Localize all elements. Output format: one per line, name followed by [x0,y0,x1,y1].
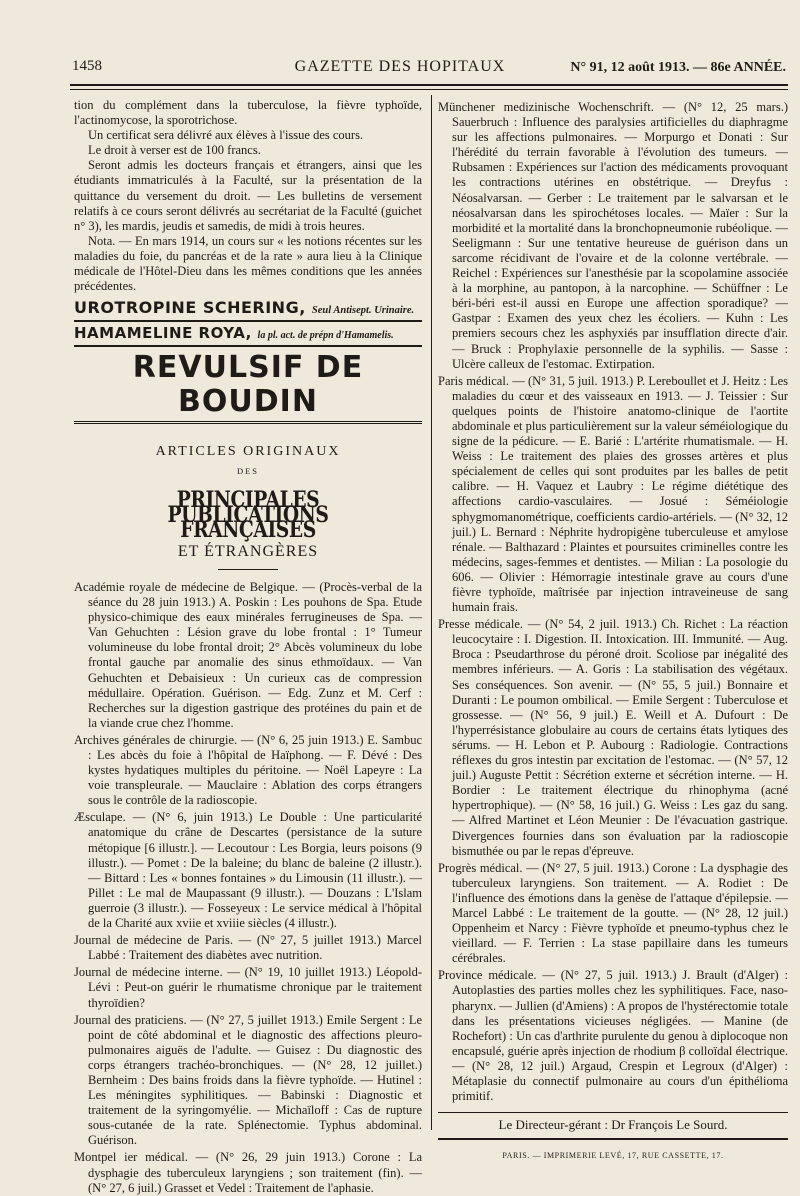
advertisement-urotropine [74,300,422,318]
journal-entry: Presse médicale. — (N° 54, 2 juil. 1913.) Ch. Richet : La réaction leucocytaire : I. Digestion. II. Intoxication. III. Immunité. — Aug. Broca : Pseudarthrose du péroné droit. Scoliose par inégalité des membres inférieurs. — A. Goris : La stabilisation des végétaux. Ses conséquences. Son avenir. — (N° 55, 5 juil.) Bonnaire et Duranti : Le poumon ombilical. — Emile Sergent : Tuberculose et grossesse. — (N° 56, 9 juil.) E. Weill et A. Dufourt : De l'hyperrésistance globulaire au cours de certains états lytiques des sérums. — H. Lebon et P. Aubourg : Radiologie. Contractions réflexes du gros intestin par excitation de l'estomac. — (N° 57, 12 juil.) Auguste Pettit : Sécrétion externe et sécrétion interne. — H. Bordier : Le traitement électrique du rhinophyma (acné hypertrophique). — (N° 58, 16 juil.) G. Weiss : Les gaz du sang. — Alfred Martinet et Léon Meunier : De l'évacuation gastrique. Divergences fournies dans son évaluation par la radioscopie bismuthée ou par le repas d'épreuve. [438,617,788,858]
section-title-line2: DES [236,465,260,476]
journal-entry: Montpel ier médical. — (N° 26, 29 juin 1913.) Corone : La dysphagie des tuberculeux laryngiens ; son traitement (fin). — (N° 27, 6 juil.) Grasset et Vedel : Traitement de l'aphasie. [74,1150,422,1195]
header-rule-thin [70,89,788,90]
section-short-rule [218,569,278,570]
ad-hamameline-name: HAMAMELINE ROYA, [74,324,252,343]
director-line: Le Directeur-gérant : Dr François Le Sourd. [498,1117,728,1133]
section-title-line1: ARTICLES ORIGINAUX [155,444,341,460]
ad-urotropine-name: UROTROPINE SCHERING, [74,298,306,318]
footer-rule-thick [438,1138,788,1140]
page-header [0,0,800,90]
intro-paragraph: Seront admis les docteurs français et étrangers, ainsi que les étudiants immatriculés à la Faculté, sur la présentation de la quittance du versement du droit. — Les bulletins de versement relatifs à ce cours seront délivrés au secrétariat de la Faculté (guichet n° 3), les mardis, jeudis et samedis, de midi à trois heures. [74,158,422,233]
footer-rule [438,1112,788,1113]
journal-entry: Journal de médecine de Paris. — (N° 27, 5 juillet 1913.) Marcel Labbé : Traitement des diabètes avec nutrition. [74,933,422,963]
journal-title: GAZETTE DES HOPITAUX [294,58,506,75]
ad-rule-double [74,421,422,424]
intro-paragraph: tion du complément dans la tuberculose, la fièvre typhoïde, l'actinomycose, la sporotrichose. [74,98,422,128]
intro-paragraph: Nota. — En mars 1914, un cours sur « les notions récentes sur les maladies du foie, du pancréas et de la rate » aura lieu à la Clinique médicale de l'Hôtel-Dieu dans les mêmes conditions que les années précédentes. [74,233,422,294]
ad-rule [74,345,422,347]
right-column [438,98,788,1163]
journal-entry: Journal de médecine interne. — (N° 19, 10 juillet 1913.) Léopold-Lévi : Peut-on guérir le rhumatisme chronique par le traitement thyroïdien? [74,965,422,1010]
journal-entry: Province médicale. — (N° 27, 5 juil. 1913.) J. Brault (d'Alger) : Autoplasties des parties molles chez les syphilitiques. Face, naso-pharynx. — Jullien (d'Amiens) : A propos de l'hystérectomie totale dans les présentations vicieuses négligées. — Manine (de Rochefort) : Un cas d'arthrite purulente du genou à diplocoque non encapsulé, guérie après injection de rhodium β colloïdal électrique. — (N° 28, 12 juil.) Argaud, Crespin et Legroux (d'Alger) : Métaplasie du connectif pulmonaire au cours d'un épithélioma primitif. [438,968,788,1104]
printer-line: PARIS. — IMPRIMERIE LEVÉ, 17, RUE CASSETTE, 17. [502,1151,724,1161]
journal-entry: Archives générales de chirurgie. — (N° 6, 25 juin 1913.) E. Sambuc : Les abcès du foie à l'hôpital de Haïphong. — F. Dévé : Des kystes hydatiques multiples du péritoine. — Noël Lapeyre : La voie transpleurale. — Mauclaire : Ablation des corps étrangers sous le contrôle de la radioscopie. [74,732,422,808]
journal-entry: Æsculape. — (N° 6, juin 1913.) Le Double : Une particularité anatomique du crâne de Descartes (persistance de la suture métopique [6 illustr.]. — Lecoutour : Les Borgia, leurs poisons (9 illustr.). — Pomet : De la baleine; du blanc de baleine (2 illustr.). — Bittard : Les « bonnes fontaines » du Limousin (11 illustr.). — Pillet : Le mal de Maupassant (9 illustr.). — Douzans : L'Islam guerroie (3 illustr.). — Fosseyeux : Le service médical à l'hôpital de la Charité aux xviie et xviiie siècles (4 illustr.). [74,810,422,931]
advertisement-revulsif: REVULSIF DE BOUDIN [132,350,364,420]
page-number: 1458 [72,58,102,74]
intro-paragraph: Le droit à verser est de 100 francs. [88,143,261,158]
ad-hamameline-note: la pl. act. de prépn d'Hamamelis. [257,330,394,342]
advertisement-hamameline [74,326,422,343]
issue-info: N° 91, 12 août 1913. — 86e ANNÉE. [570,60,786,75]
header-rule [70,84,788,86]
ad-urotropine-note: Seul Antisept. Urinaire. [311,305,415,317]
section-title-line3: PRINCIPALES PUBLICATIONS FRANÇAISES [167,486,329,543]
left-column [74,98,422,1196]
intro-paragraph: Un certificat sera délivré aux élèves à l'issue des cours. [88,128,364,143]
journal-entry: Journal des praticiens. — (N° 27, 5 juillet 1913.) Emile Sergent : Le point de côté abdominal et le diagnostic des affections pleuro-pulmonaires aiguës de l'adulte. — Guisez : Du diagnostic des corps étrangers trachéo-bronchiques. — (N° 28, 12 juillet.) Bernheim : Des bains froids dans la fièvre typhoïde. — Hutinel : Les méningites syphilitiques. — Babinski : Diagnostic et traitement de la syringomyélie. — Michaïloff : Cas de rupture sous-cutanée de la rate. Splénectomie. Typhus abdominal. Guérison. [74,1012,422,1148]
section-title-line4: ET ÉTRANGÈRES [177,542,319,560]
ad-rule [74,320,422,322]
journal-entry: Académie royale de médecine de Belgique. — (Procès-verbal de la séance du 28 juin 1913.) A. Poskin : Les pouhons de Spa. Etude physico-chimique des eaux minérales ferrugineuses de Spa. — Van Gehuchten : Lésion grave du lobe frontal : 1° Tumeur volumineuse du lobe frontal droit; 2° Abcès volumineux du lobe frontal gauche par anomalie des sinus ethmoïdaux. — Van Gehuchten et Debaisieux : Un curieux cas de compression médullaire. Opération. Guérison. — Edg. Zunz et M. Cerf : Recherches sur la digestion gastrique des protéines du pain et de la viande crue chez l'homme. [74,579,422,730]
journal-entry: Münchener medizinische Wochenschrift. — (N° 12, 25 mars.) Sauerbruch : Influence des paralysies artificielles du diaphragme sur les affections pulmonaires. — Morpurgo et Donati : Sur l'hérédité du terrain favorable à l'évolution des tumeurs. — Rubsamen : Expériences sur l'action des médicaments provoquant les contractions utérines en obstétrique. — Dreyfus : Néosalvarsan. — Gerber : Le traitement par le salvarsan et le néosalvarsan dans les spirochétoses locales. — Maïer : Sur la morbidité et la mortalité dans la bronchopneumonie rubéolique. — Seeligmann : Sur une tentative heureuse de guérison dans un sarcome récidivant de l'ovaire et de la colonne vertébrale. — Reichel : Expériences sur l'anesthésie par la scopolamine associée à la morphine, au pantopon, à la narcophine. — Schüffner : Le béri-béri est-il aussi en Europe une affection sporadique? — Gastpar : Examen des yeux chez les écoliers. — Kuhn : Les premiers secours chez les asphyxiés par insufflation directe d'air. — Bruck : Prophylaxie personnelle de la syphilis. — Sasse : Ulcère calleux de l'estomac. Extirpation. [438,100,788,371]
journal-entry: Progrès médical. — (N° 27, 5 juil. 1913.) Corone : La dysphagie des tuberculeux laryngiens. Son traitement. — A. Rodiet : De l'influence des émotions dans la genèse de l'attaque d'épilepsie. — Marcel Labbé : Le traitement de la goutte. — (N° 28, 12 juil.) Oppenheim et Narcy : Fièvre typhoïde et pneumo-typhus chez le vieillard. — F. Terrien : La stase papillaire dans les tumeurs cérébrales. [438,860,788,966]
journal-entry: Paris médical. — (N° 31, 5 juil. 1913.) P. Lereboullet et J. Heitz : Les maladies du cœur et des vaisseaux en 1913. — J. Teissier : Sur quelques points de l'histoire anatomo-clinique de l'aortite abdominale et plus particulièrement sur la valeur séméiologique du signe de la pédicure. — E. Barié : L'artérite rhumatismale. — H. Weiss : Le traitement des plaies des grosses artères et plus spécialement de celles qui sont produites par les balles de petit calibre. — H. Vaquez et Laubry : Le régime diététique des affections cardio-vasculaires. — Josué : Séméiologie sphygmomanométrique, coefficients cardio-artériels. — (N° 32, 12 juil.) L. Bernard : Néphrite hydropigène tuberculeuse et amylose rénale. — Balthazard : Plaintes et poursuites criminelles contre les médecins, sages-femmes et dentistes. — Milian : La posologie du 606. — Olivier : Hémorragie intestinale grave au cours d'une fièvre typhoïde, maîtrisée par injection intraveineuse de sang humain frais. [438,373,789,615]
column-divider [431,95,432,1130]
